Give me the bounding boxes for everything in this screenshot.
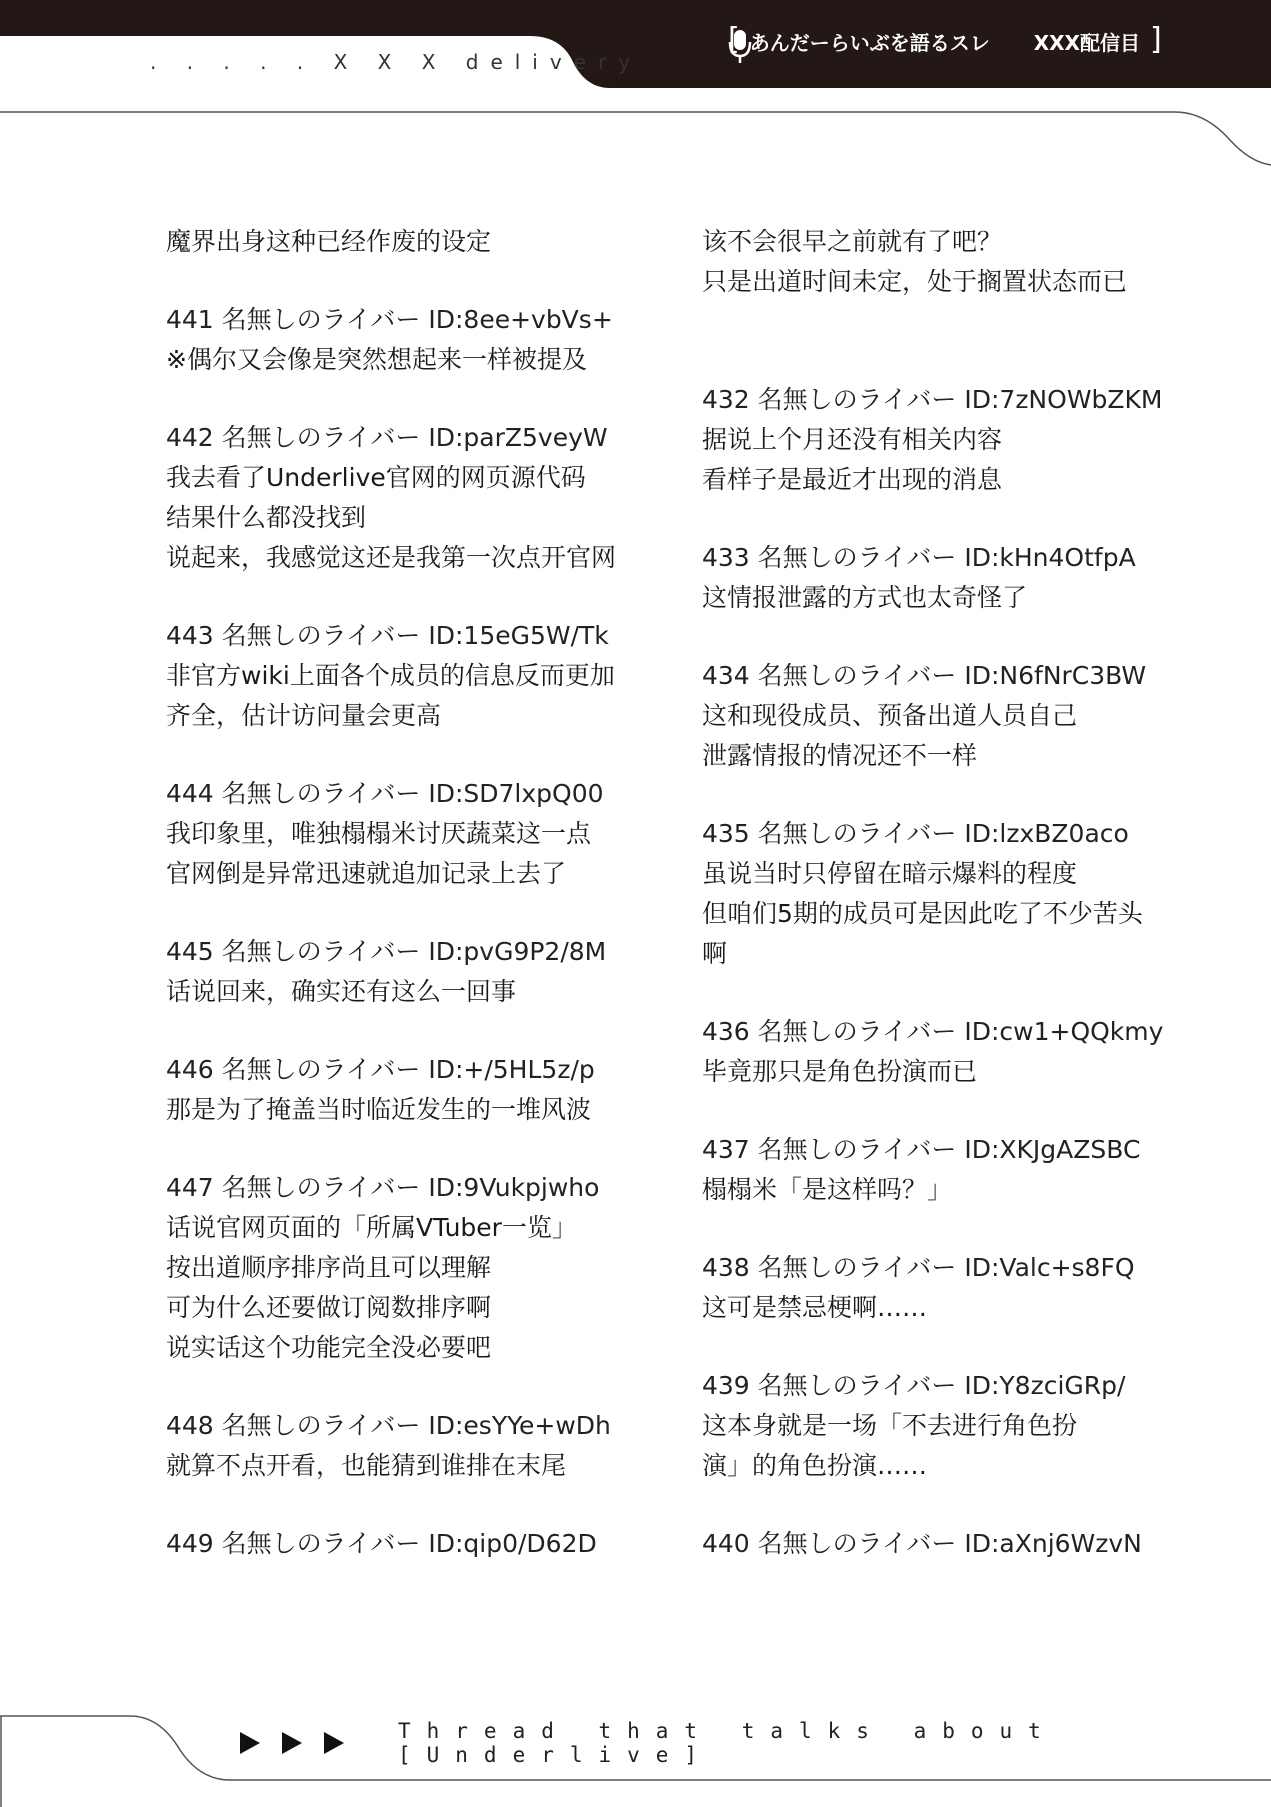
thread-post [166,774,686,894]
post-body-line: 话说回来，确实还有这么一回事 [166,977,517,1006]
post-body-line: 这可是禁忌梗啊…… [702,1293,928,1322]
post-header: 442 名無しのライバー ID:parZ5veyW [166,423,608,452]
thread-post [166,222,686,262]
post-header: 434 名無しのライバー ID:N6fNrC3BW [702,661,1147,690]
post-body-line: 这本身就是一场「不去进行角色扮 [702,1411,1078,1440]
post-body-line: 那是为了掩盖当时临近发生的一堆风波 [166,1095,592,1124]
post-body-line: 这和现役成员、预备出道人员自己 [702,701,1078,730]
post-header: 437 名無しのライバー ID:XKJgAZSBC [702,1135,1141,1164]
post-header: 449 名無しのライバー ID:qip0/D62D [166,1529,597,1558]
thread-post [166,1050,686,1130]
thread-post [166,932,686,1012]
post-body-line: 官网倒是异常迅速就追加记录上去了 [166,859,567,888]
post-header: 445 名無しのライバー ID:pvG9P2/8M [166,937,607,966]
post-header: 438 名無しのライバー ID:Valc+s8FQ [702,1253,1135,1282]
post-body-line: 该不会很早之前就有了吧？ [702,227,1003,256]
post-header: 436 名無しのライバー ID:cw1+QQkmy [702,1017,1164,1046]
episode-label: XXX配信目 [1033,31,1140,55]
bracket-open: [ [728,22,740,57]
post-header: 441 名無しのライバー ID:8ee+vbVs+ [166,305,613,334]
post-body-line: 只是出道时间未定，处于搁置状态而已 [702,267,1128,296]
play-arrow-icon [324,1732,344,1754]
post-body-line: 我去看了Underlive官网的网页源代码 [166,463,586,492]
post-header: 440 名無しのライバー ID:aXnj6WzvN [702,1529,1142,1558]
post-body-line: 演」的角色扮演…… [702,1451,928,1480]
post-body-line: 按出道顺序排序尚且可以理解 [166,1253,492,1282]
post-body-line: 据说上个月还没有相关内容 [702,425,1003,454]
thread-title: あんだーらいぶを語るスレ [749,31,990,55]
post-body-line: 虽说当时只停留在暗示爆料的程度 [702,859,1078,888]
post-body-line: ※偶尔又会像是突然想起来一样被提及 [166,345,587,374]
series-label: . . . . . X X X delivery [150,50,643,74]
thread-title-banner [728,22,1162,57]
thread-post [702,1366,1222,1486]
post-header: 433 名無しのライバー ID:kHn4OtfpA [702,543,1136,572]
post-body-line: 说起来，我感觉这还是我第一次点开官网 [166,543,617,572]
post-header: 444 名無しのライバー ID:SD7lxpQ00 [166,779,604,808]
post-header: 443 名無しのライバー ID:15eG5W/Tk [166,621,609,650]
footer-banner [240,1719,1271,1767]
thread-post [702,1130,1222,1210]
post-body-line: 但咱们5期的成员可是因此吃了不少苦头 [702,899,1143,928]
footer-title: Thread that talks about [Underlive] [398,1719,1057,1767]
post-body-line: 泄露情报的情况还不一样 [702,741,978,770]
post-body-line: 毕竟那只是角色扮演而已 [702,1057,978,1086]
thread-post [166,1406,686,1486]
post-body-line: 可为什么还要做订阅数排序啊 [166,1293,492,1322]
thread-post [702,538,1222,618]
post-body-line: 我印象里，唯独榻榻米讨厌蔬菜这一点 [166,819,592,848]
thread-post [166,300,686,380]
post-header: 448 名無しのライバー ID:esYYe+wDh [166,1411,611,1440]
post-body-line: 说实话这个功能完全没必要吧 [166,1333,492,1362]
post-body-line: 结果什么都没找到 [166,503,367,532]
post-header: 446 名無しのライバー ID:+/5HL5z/p [166,1055,595,1084]
post-body-line: 这情报泄露的方式也太奇怪了 [702,583,1028,612]
thread-post [702,1012,1222,1092]
thread-post [702,656,1222,776]
post-header: 435 名無しのライバー ID:lzxBZ0aco [702,819,1129,848]
thread-post [702,1524,1222,1564]
post-header: 432 名無しのライバー ID:7zNOWbZKM [702,385,1163,414]
bracket-close: ] [1149,22,1162,57]
post-header: 447 名無しのライバー ID:9Vukpjwho [166,1173,600,1202]
thread-post [166,1524,686,1564]
post-body-line: 话说官网页面的「所属VTuber一览」 [166,1213,577,1242]
thread-post [166,1168,686,1368]
post-body-line: 榻榻米「是这样吗？」 [702,1175,953,1204]
thread-post [702,1248,1222,1328]
post-body-line: 齐全，估计访问量会更高 [166,701,442,730]
thread-post [702,380,1222,500]
post-header: 439 名無しのライバー ID:Y8zciGRp/ [702,1371,1126,1400]
post-body-line: 非官方wiki上面各个成员的信息反而更加 [166,661,615,690]
thread-post [702,814,1222,974]
post-body-line: 魔界出身这种已经作废的设定 [166,227,492,256]
play-arrow-icon [282,1732,302,1754]
left-column [166,222,686,1602]
play-arrow-icon [240,1732,260,1754]
right-column [702,222,1222,1602]
thread-post [166,616,686,736]
post-body-line: 看样子是最近才出现的消息 [702,465,1003,494]
thread-post [702,222,1222,302]
post-body-line: 就算不点开看，也能猜到谁排在末尾 [166,1451,567,1480]
thread-post [166,418,686,578]
post-body-line: 啊 [702,939,728,968]
